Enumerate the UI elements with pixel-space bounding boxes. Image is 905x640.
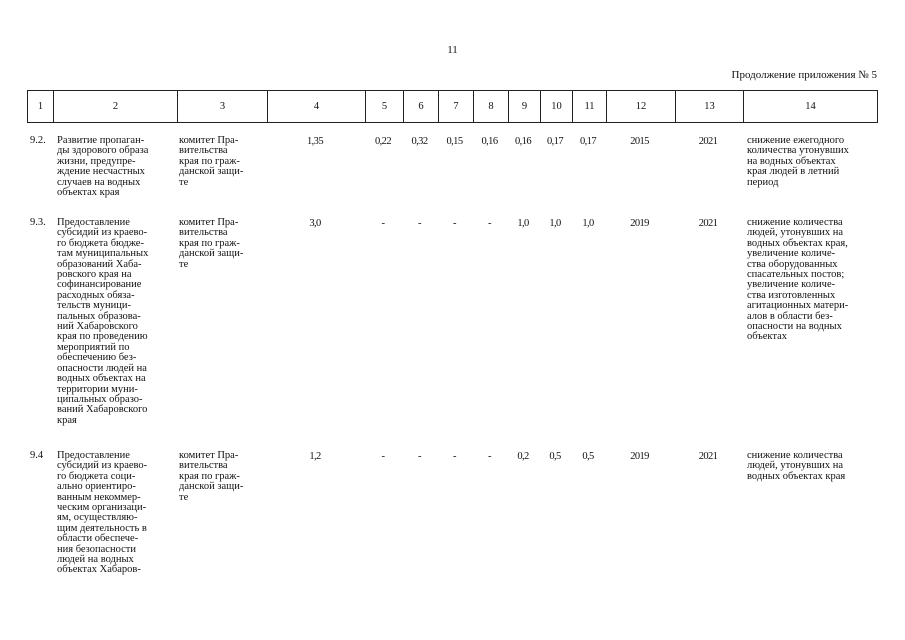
year-value: 0,15 xyxy=(446,136,463,147)
table-row xyxy=(27,451,878,581)
year-value: - xyxy=(488,218,491,229)
total-amount: 1,35 xyxy=(307,136,323,147)
expected-result: снижение количества людей, утонувших на водных объектах края xyxy=(747,450,846,482)
executor: комитет Пра- вительства края по граж- данской защи- те xyxy=(179,450,244,503)
column-header: 8 xyxy=(473,91,508,122)
start-year: 2015 xyxy=(630,136,649,147)
year-value: - xyxy=(453,451,456,462)
column-header: 3 xyxy=(177,91,267,122)
year-value: 0,32 xyxy=(411,136,428,147)
year-value: 1,0 xyxy=(517,218,529,229)
year-value: - xyxy=(381,218,385,229)
column-header: 4 xyxy=(267,91,365,122)
row-number: 9.4 xyxy=(30,450,44,461)
year-value: - xyxy=(488,451,491,462)
end-year: 2021 xyxy=(698,136,718,147)
column-header: 5 xyxy=(365,91,403,122)
year-value: 0,5 xyxy=(582,451,594,462)
row-number: 9.2. xyxy=(30,135,46,146)
column-header: 1 xyxy=(37,101,44,112)
executor: комитет Пра- вительства края по граж- данской защи- те xyxy=(179,135,244,188)
measure-name: Предоставление субсидий из краево- го бюджета бюдже- там муниципальных образований Хаба- ровского края на софинансирование расходных обяза- тельств муници- пальных образова- ний Хабаровского края по проведению мероприятий по обеспечению без- опасности людей на водных объектах на территории муни- ципальных образо- ваний Хабаровского края xyxy=(57,217,149,426)
executor: комитет Пра- вительства края по граж- данской защи- те xyxy=(179,217,244,270)
year-value: 0,17 xyxy=(580,136,596,147)
year-value: - xyxy=(381,451,385,462)
column-header: 11 xyxy=(572,91,606,122)
year-value: 0,16 xyxy=(515,136,531,147)
table-header xyxy=(27,90,878,123)
column-header: 6 xyxy=(403,91,438,122)
year-value: 0,5 xyxy=(549,451,561,462)
measure-name: Развитие пропаган- ды здорового образа жизни, предупре- ждение несчастных случаев на водных объектах края xyxy=(57,135,149,199)
table-row xyxy=(27,136,878,206)
column-header: 14 xyxy=(743,91,877,122)
year-value: 0,22 xyxy=(375,136,391,147)
year-value: - xyxy=(418,218,421,229)
year-value: 1,0 xyxy=(582,218,594,229)
measure-name: Предоставление субсидий из краево- го бюджета соци- ально ориентиро- ванным некоммер- ческим организаци- ям, осуществляю- щим деятельность в области обеспече- ния безопасности людей на водных объектах Хабаров- xyxy=(57,450,148,576)
end-year: 2021 xyxy=(698,218,718,229)
column-header: 9 xyxy=(508,91,540,122)
year-value: 0,2 xyxy=(517,451,529,462)
total-amount: 1,2 xyxy=(309,451,321,462)
expected-result: снижение ежегодного количества утонувших на водных объектах края людей в летний период xyxy=(747,135,849,188)
end-year: 2021 xyxy=(698,451,718,462)
start-year: 2019 xyxy=(630,218,649,229)
year-value: - xyxy=(418,451,421,462)
continuation-caption: Продолжение приложения № 5 xyxy=(731,69,877,81)
column-header: 13 xyxy=(675,91,743,122)
table-row xyxy=(27,218,878,433)
column-header: 10 xyxy=(540,91,572,122)
year-value: 0,16 xyxy=(481,136,498,147)
expected-result: снижение количества людей, утонувших на водных объектах края, увеличение количе- ства оборудованных спасательных постов; увеличение количе- ства изготовленных агитационных матери- алов в области без- опасности на водных объектах xyxy=(747,217,849,343)
column-header: 12 xyxy=(606,91,675,122)
year-value: 0,17 xyxy=(547,136,563,147)
column-header: 7 xyxy=(438,91,473,122)
year-value: - xyxy=(453,218,456,229)
year-value: 1,0 xyxy=(549,218,561,229)
total-amount: 3,0 xyxy=(309,218,321,229)
row-number: 9.3. xyxy=(30,217,46,228)
column-header: 2 xyxy=(53,91,177,122)
page-number: 11 xyxy=(447,44,458,56)
start-year: 2019 xyxy=(630,451,649,462)
